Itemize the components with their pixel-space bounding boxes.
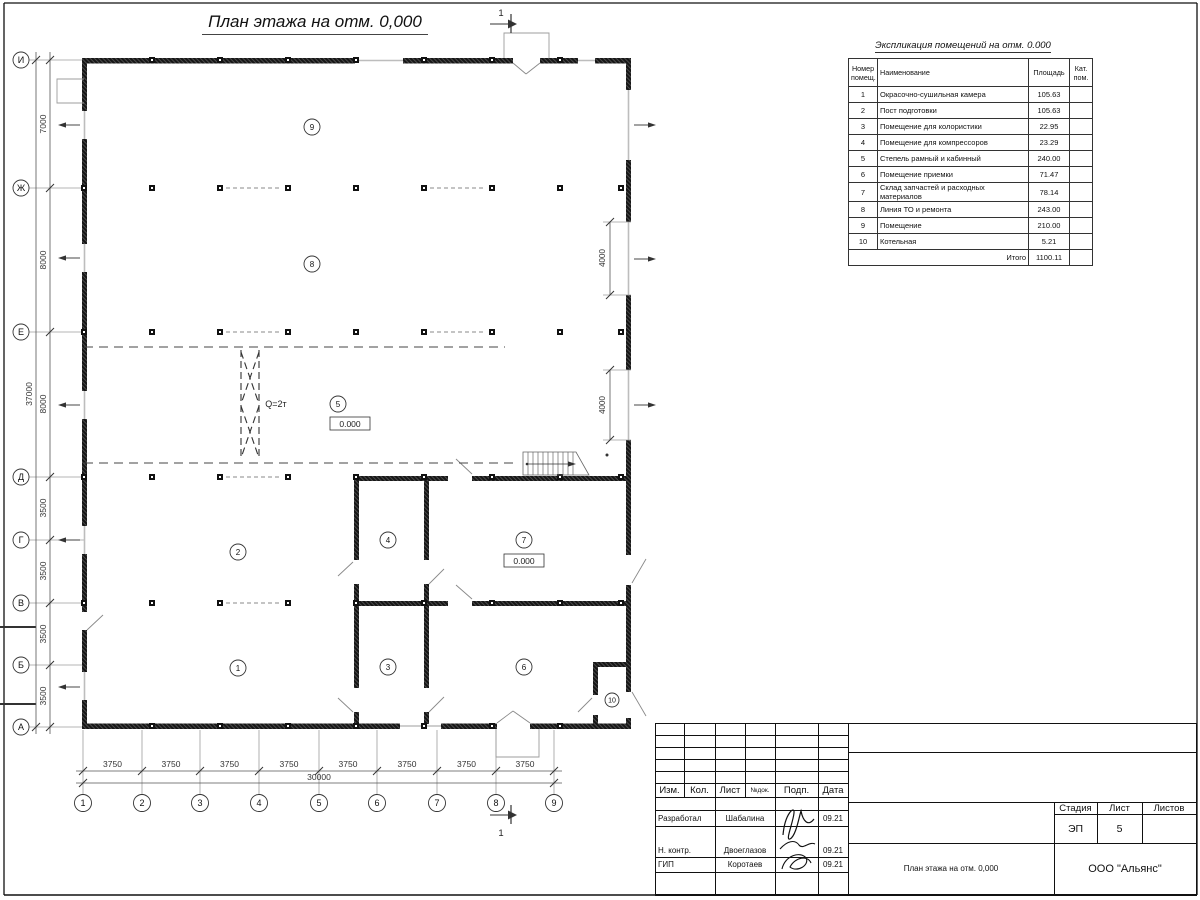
tb-sheet-value: 5 (1116, 822, 1123, 835)
row-dim-text: 8000 (38, 394, 48, 414)
column (620, 602, 622, 604)
row-axis-bubble-label: Ж (16, 183, 26, 194)
row-dim-text: 3500 (38, 498, 48, 518)
column (287, 187, 289, 189)
gate-dim-text: 4000 (598, 396, 607, 414)
entrance-porch-top (504, 33, 549, 58)
explication-block (846, 40, 1089, 266)
column (355, 602, 357, 604)
explication-row: 8 Линия ТО и ремонта 243.00 (849, 202, 1093, 218)
room-number-bubble-label: 6 (521, 662, 527, 672)
tb-sheets-label: Листов (1153, 802, 1185, 814)
tb-name-gip: Коротаев (727, 860, 763, 869)
tb-role-gip: ГИП (658, 860, 674, 869)
signature-gip (782, 855, 811, 869)
row-axis-bubble-label: Е (17, 327, 25, 338)
row-dim-text: 3500 (38, 624, 48, 644)
gate-dim-text: 4000 (598, 249, 607, 267)
elevation-mark-room5: 0.000 (339, 419, 361, 429)
col-dim-text: 3750 (397, 759, 417, 769)
col-axis-bubble-label: 8 (493, 798, 499, 809)
interior-wall (354, 601, 448, 606)
door-leaf (513, 63, 526, 74)
row-axis-bubble-label: Г (18, 535, 24, 546)
column (559, 331, 561, 333)
col-axis-bubble-label: 2 (139, 798, 145, 809)
interior-wall (354, 584, 359, 688)
entrance-porch-bottom (496, 729, 539, 757)
column (559, 476, 561, 478)
column (219, 331, 221, 333)
column (83, 187, 85, 189)
column (219, 187, 221, 189)
explication-total-row (849, 250, 1093, 266)
exterior-wall-top (595, 58, 631, 64)
row-axis-bubble-label: И (17, 55, 25, 66)
exit-arrow-left-head (58, 684, 66, 689)
explication-row: 7 Склад запчастей и расходных материалов 78.14 (849, 183, 1093, 202)
col-axis-bubble-label: 9 (551, 798, 557, 809)
total-value: 1100.11 (1029, 250, 1070, 266)
row-axis-bubble-label: Б (18, 660, 24, 671)
column (491, 59, 493, 61)
col-axis-bubble-label: 4 (256, 798, 262, 809)
col-axis-bubble-label: 3 (197, 798, 203, 809)
column (355, 59, 357, 61)
exit-arrow-right-head (648, 256, 656, 261)
tb-doc-title: План этажа на отм. 0,000 (903, 864, 999, 873)
room-number-bubble-label: 4 (385, 535, 391, 545)
interior-wall (354, 712, 359, 724)
column (151, 187, 153, 189)
column (559, 59, 561, 61)
entrance-porch-left (57, 79, 84, 103)
exit-arrow-left-head (58, 537, 66, 542)
exterior-wall-bottom (530, 724, 631, 730)
col-dim-text: 3750 (220, 759, 239, 769)
column (219, 59, 221, 61)
column (151, 476, 153, 478)
column (83, 331, 85, 333)
interior-wall (472, 476, 631, 481)
col-dim-text: 3750 (515, 759, 535, 769)
column (423, 602, 425, 604)
interior-wall (424, 481, 429, 560)
boiler-room-wall (593, 666, 598, 695)
tb-name-developer: Шабалина (725, 813, 765, 823)
exit-arrow-right-head (648, 402, 656, 407)
col-dim-text: 3750 (103, 759, 122, 769)
tb-col-kol: Кол. (690, 784, 709, 796)
column (83, 476, 85, 478)
door-swing (429, 569, 444, 584)
explication-row: 6 Помещение приемки 71.47 (849, 167, 1093, 183)
column (423, 331, 425, 333)
tb-role-ncontrol: Н. контр. (658, 845, 692, 855)
column (287, 602, 289, 604)
title-block (655, 723, 1197, 895)
tb-name-ncontrol: Двоеглазов (723, 845, 767, 855)
col-dim-text: 3750 (338, 759, 358, 769)
door-swing (338, 698, 353, 712)
exterior-wall-right (626, 160, 631, 222)
boiler-room-wall (593, 715, 598, 728)
column (355, 725, 357, 727)
door-swing (578, 698, 592, 712)
signature-ncontrol (780, 842, 815, 849)
tb-stage-value: ЭП (1067, 822, 1084, 835)
door-swing (632, 692, 646, 716)
room-number-bubble-label: 7 (521, 535, 527, 545)
exterior-wall-left (82, 630, 87, 672)
room-number-bubble-label: 9 (309, 122, 315, 132)
exterior-wall-right (626, 440, 631, 555)
column (491, 476, 493, 478)
tb-col-podp: Подп. (783, 784, 810, 796)
interior-wall (424, 712, 429, 724)
column (491, 725, 493, 727)
overall-height-dim: 37000 (24, 382, 34, 406)
tb-col-list: Лист (719, 784, 741, 796)
interior-wall (424, 584, 429, 688)
tb-company: ООО "Альянс" (1088, 862, 1162, 875)
col-header-number: Номер помещ. (849, 59, 878, 87)
col-axis-bubble-label: 6 (374, 798, 380, 809)
tb-sheet-label: Лист (1109, 802, 1130, 814)
door-swing (456, 459, 472, 474)
exit-arrow-left-head (58, 122, 66, 127)
crane-capacity-label: Q=2т (265, 399, 287, 409)
door-swing (632, 559, 646, 583)
column (151, 331, 153, 333)
door-swing (456, 585, 472, 599)
exterior-wall-top (403, 58, 513, 64)
exit-arrow-left-head (58, 402, 66, 407)
room-number-bubble-label: 1 (235, 663, 241, 673)
col-dim-text: 3750 (161, 759, 181, 769)
explication-row: 3 Помещение для колористики 22.95 (849, 119, 1093, 135)
col-axis-bubble-label: 5 (316, 798, 322, 809)
tb-col-data: Дата (822, 784, 844, 796)
tb-date-gip: 09.21 (822, 860, 844, 869)
row-axis-bubble-label: А (17, 722, 25, 733)
col-dim-text: 3750 (279, 759, 299, 769)
overall-width-dim: 30000 (307, 772, 331, 782)
column (151, 59, 153, 61)
tb-date-developer: 09.21 (822, 813, 844, 823)
column (423, 725, 425, 727)
section-mark-bottom (508, 811, 517, 820)
column (287, 59, 289, 61)
exterior-wall-right (626, 718, 631, 729)
room-number-bubble-label: 2 (235, 547, 241, 557)
door-swing (429, 697, 444, 712)
column (151, 602, 153, 604)
column (219, 725, 221, 727)
column (423, 187, 425, 189)
tb-date-ncontrol: 09.21 (822, 845, 844, 855)
row-axis-bubble-label: Д (17, 472, 25, 483)
section-mark-top-label: 1 (498, 8, 504, 19)
room-number-bubble-label: 5 (335, 399, 341, 409)
column (491, 187, 493, 189)
interior-wall (354, 481, 359, 560)
column (287, 725, 289, 727)
exterior-wall-left (82, 700, 87, 729)
explication-row: 10 Котельная 5.21 (849, 234, 1093, 250)
signature-developer (783, 810, 814, 839)
door-swing (338, 562, 353, 576)
column (423, 59, 425, 61)
stair-start-dot (526, 463, 529, 466)
column (423, 476, 425, 478)
stair-direction-arrow (568, 461, 576, 466)
column (83, 602, 85, 604)
exterior-wall-right (626, 58, 631, 90)
column (491, 602, 493, 604)
tb-col-izm: Изм. (659, 784, 680, 796)
page-title: План этажа на отм. 0,000 (185, 12, 445, 35)
door-leaf (513, 711, 530, 723)
tb-stage-label: Стадия (1059, 802, 1092, 814)
boiler-room-wall (593, 662, 631, 667)
column (219, 476, 221, 478)
row-dim-text: 7000 (38, 114, 48, 134)
room-number-bubble-label: 10 (608, 697, 616, 705)
column (219, 602, 221, 604)
door-leaf (497, 711, 513, 723)
column (287, 476, 289, 478)
row-dim-text: 3500 (38, 686, 48, 706)
row-dim-text: 8000 (38, 250, 48, 270)
column (355, 187, 357, 189)
door-swing (87, 615, 103, 630)
interior-wall (354, 476, 448, 481)
col-header-name: Наименование (878, 59, 1029, 87)
total-label: Итого (849, 250, 1029, 266)
column (491, 331, 493, 333)
column (620, 187, 622, 189)
row-axis-bubble-label: В (17, 598, 25, 609)
column (559, 602, 561, 604)
door-leaf (526, 63, 540, 74)
signatures (775, 797, 818, 895)
explication-row: 5 Степель рамный и кабинный 240.00 (849, 151, 1093, 167)
explication-row: 1 Окрасочно-сушильная камера 105.63 (849, 87, 1093, 103)
col-header-area: Площадь (1029, 59, 1070, 87)
room-number-bubble-label: 8 (309, 259, 315, 269)
column (620, 331, 622, 333)
exterior-wall-left (82, 419, 87, 526)
elevation-mark-room7: 0.000 (513, 556, 535, 566)
section-mark-bottom-label: 1 (498, 828, 504, 839)
row-dim-text: 3500 (38, 561, 48, 581)
reference-dot (606, 454, 609, 457)
column (559, 725, 561, 727)
column (559, 187, 561, 189)
exterior-wall-bottom (84, 724, 400, 730)
explication-row: 2 Пост подготовки 105.63 (849, 103, 1093, 119)
exit-arrow-left-head (58, 255, 66, 260)
column (151, 725, 153, 727)
room-number-bubble-label: 3 (385, 662, 391, 672)
explication-row: 9 Помещение 210.00 (849, 218, 1093, 234)
column (620, 476, 622, 478)
interior-wall (472, 601, 631, 606)
explication-title: Экспликация помещений на отм. 0.000 (875, 40, 1051, 51)
exterior-wall-left (82, 139, 87, 244)
explication-row: 4 Помещение для компрессоров 23.29 (849, 135, 1093, 151)
col-axis-bubble-label: 7 (434, 798, 440, 809)
col-header-category: Кат. пом. (1070, 59, 1093, 87)
exterior-wall-right (626, 295, 631, 370)
exit-arrow-right-head (648, 122, 656, 127)
tb-col-ndok: №док. (750, 786, 770, 794)
col-axis-bubble-label: 1 (80, 798, 86, 809)
tb-role-developer: Разработал (658, 813, 702, 823)
column (355, 476, 357, 478)
exterior-wall-bottom (441, 724, 497, 730)
section-mark-top (508, 20, 517, 29)
column (287, 331, 289, 333)
explication-table (848, 58, 1093, 266)
column (355, 331, 357, 333)
col-dim-text: 3750 (457, 759, 476, 769)
